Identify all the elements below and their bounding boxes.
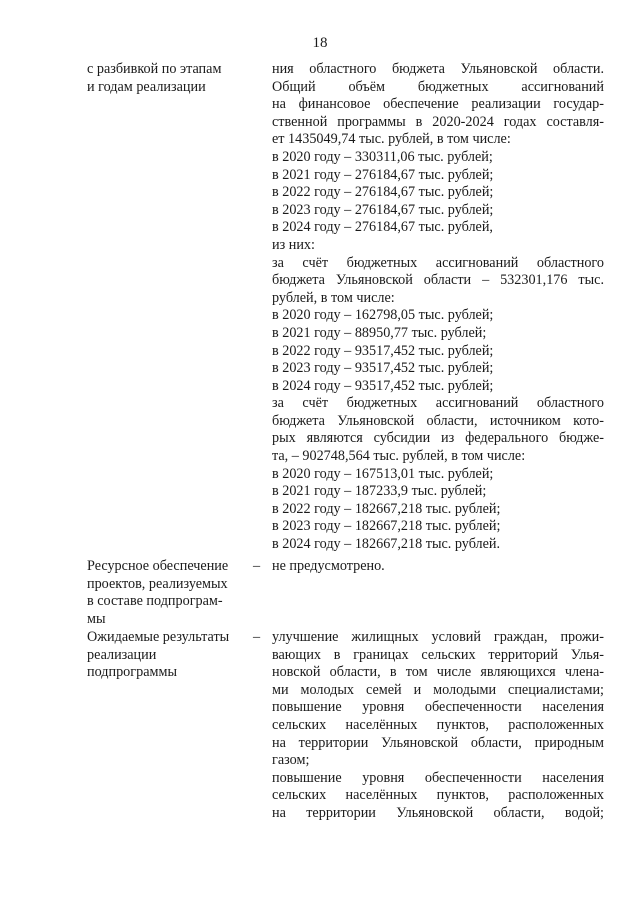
content-line: в 2022 году – 93517,452 тыс. рублей;	[272, 342, 494, 359]
content-line: улучшение жилищных условий граждан, прожи-	[272, 629, 604, 645]
content-line: не предусмотрено.	[272, 558, 385, 574]
content-line: вающих в границах сельских территорий Улья-	[272, 646, 604, 663]
content-line: сельских населённых пунктов, расположенных	[272, 787, 604, 804]
content-line: в 2024 году – 276184,67 тыс. рублей,	[272, 219, 493, 236]
content-line: в 2021 году – 88950,77 тыс. рублей;	[272, 324, 487, 341]
content-line: Общий объём бюджетных ассигнований	[272, 78, 604, 95]
row-dash: –	[253, 558, 261, 574]
content-line: ми молодых семей и молодыми специалистами;	[272, 681, 604, 698]
content-line: в 2022 году – 182667,218 тыс. рублей;	[272, 500, 501, 517]
content-line: на финансовое обеспечение реализации государ-	[272, 96, 604, 113]
content-line: новской области, в том числе являющихся члена-	[272, 664, 604, 681]
content-line: рублей, в том числе:	[272, 289, 395, 306]
content-line: в 2020 году – 162798,05 тыс. рублей;	[272, 307, 494, 324]
content-line: в 2022 году – 276184,67 тыс. рублей;	[272, 184, 494, 201]
row-dash: –	[253, 629, 261, 645]
content-line: в 2020 году – 167513,01 тыс. рублей;	[272, 465, 494, 482]
row-label-line: в составе подпрограм-	[87, 593, 223, 610]
content-line: ет 1435049,74 тыс. рублей, в том числе:	[272, 131, 511, 148]
content-line: повышение уровня обеспеченности населения	[272, 769, 604, 786]
row-label-line: мы	[87, 610, 106, 627]
content-line: за счёт бюджетных ассигнований областного	[272, 395, 604, 412]
content-line: в 2024 году – 93517,452 тыс. рублей;	[272, 377, 494, 394]
content-line: газом;	[272, 752, 310, 769]
row-label	[87, 61, 247, 96]
row-label-line: и годам реализации	[87, 78, 206, 95]
content-line: сельских населённых пунктов, расположенных	[272, 716, 604, 733]
content-line: ственной программы в 2020-2024 годах составля-	[272, 113, 604, 130]
content-line: та, – 902748,564 тыс. рублей, в том числе:	[272, 448, 526, 465]
content-line: бюджета Ульяновской области, источником кото-	[272, 412, 604, 429]
content-line: ния областного бюджета Ульяновской области.	[272, 61, 604, 77]
row-label-line: проектов, реализуемых	[87, 575, 228, 592]
row-content	[272, 558, 604, 576]
content-line: в 2024 году – 182667,218 тыс. рублей.	[272, 536, 501, 553]
row-label	[87, 558, 247, 628]
row-content	[272, 61, 604, 554]
content-line: в 2023 году – 93517,452 тыс. рублей;	[272, 360, 494, 377]
content-line: бюджета Ульяновской области – 532301,176 тыс.	[272, 272, 604, 289]
row-label	[87, 629, 247, 682]
content-line: в 2021 году – 187233,9 тыс. рублей;	[272, 483, 487, 500]
page-number: 18	[312, 35, 328, 51]
content-line: повышение уровня обеспеченности населения	[272, 699, 604, 716]
row-label-line: реализации	[87, 646, 157, 663]
content-line: в 2023 году – 276184,67 тыс. рублей;	[272, 201, 494, 218]
content-line: в 2020 году – 330311,06 тыс. рублей;	[272, 148, 493, 165]
content-line: в 2023 году – 182667,218 тыс. рублей;	[272, 518, 501, 535]
content-line: в 2021 году – 276184,67 тыс. рублей;	[272, 166, 494, 183]
row-label-line: с разбивкой по этапам	[87, 61, 222, 77]
content-line: на территории Ульяновской области, водой;	[272, 804, 604, 821]
content-line: за счёт бюджетных ассигнований областного	[272, 254, 604, 271]
content-line: на территории Ульяновской области, природным	[272, 734, 604, 751]
content-line: из них:	[272, 236, 315, 253]
row-label-line: Ресурсное обеспечение	[87, 558, 229, 574]
row-content	[272, 629, 604, 823]
content-line: рых являются субсидии из федерального бюдже-	[272, 430, 604, 447]
row-label-line: Ожидаемые результаты	[87, 629, 230, 645]
row-label-line: подпрограммы	[87, 664, 177, 681]
